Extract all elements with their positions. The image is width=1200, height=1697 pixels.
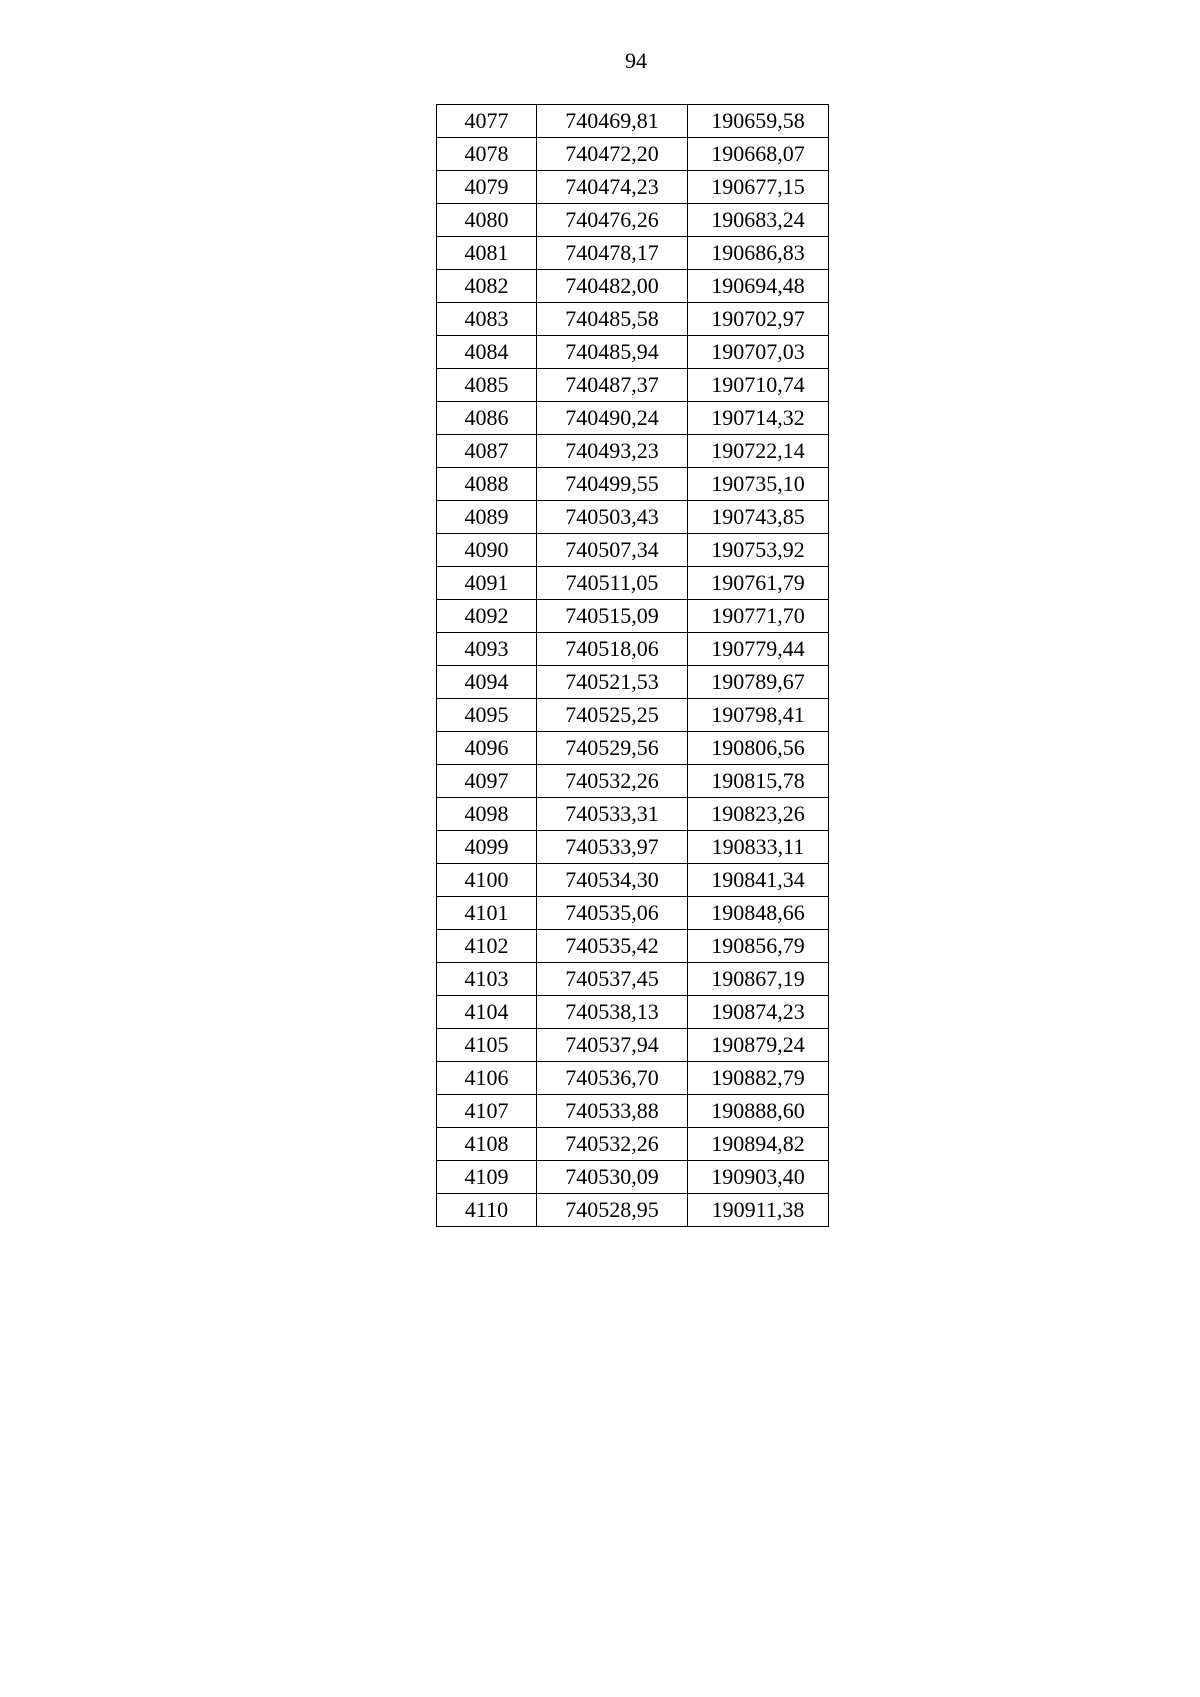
y-coordinate-cell: 190874,23 — [688, 996, 829, 1029]
point-number-cell: 4092 — [437, 600, 537, 633]
x-coordinate-cell: 740533,97 — [537, 831, 688, 864]
x-coordinate-cell: 740485,58 — [537, 303, 688, 336]
point-number-cell: 4101 — [437, 897, 537, 930]
x-coordinate-cell: 740534,30 — [537, 864, 688, 897]
table-row — [437, 765, 829, 798]
y-coordinate-cell: 190683,24 — [688, 204, 829, 237]
table-row — [437, 468, 829, 501]
y-coordinate-cell: 190798,41 — [688, 699, 829, 732]
x-coordinate-cell: 740536,70 — [537, 1062, 688, 1095]
table-row — [437, 633, 829, 666]
x-coordinate-cell: 740485,94 — [537, 336, 688, 369]
point-number-cell: 4102 — [437, 930, 537, 963]
table-row — [437, 1095, 829, 1128]
y-coordinate-cell: 190710,74 — [688, 369, 829, 402]
table-row — [437, 930, 829, 963]
point-number-cell: 4079 — [437, 171, 537, 204]
point-number-cell: 4090 — [437, 534, 537, 567]
x-coordinate-cell: 740533,31 — [537, 798, 688, 831]
x-coordinate-cell: 740525,25 — [537, 699, 688, 732]
point-number-cell: 4085 — [437, 369, 537, 402]
x-coordinate-cell: 740487,37 — [537, 369, 688, 402]
y-coordinate-cell: 190686,83 — [688, 237, 829, 270]
y-coordinate-cell: 190702,97 — [688, 303, 829, 336]
x-coordinate-cell: 740532,26 — [537, 765, 688, 798]
y-coordinate-cell: 190668,07 — [688, 138, 829, 171]
y-coordinate-cell: 190743,85 — [688, 501, 829, 534]
table-row — [437, 732, 829, 765]
page-number: 94 — [625, 48, 647, 73]
point-number-cell: 4105 — [437, 1029, 537, 1062]
y-coordinate-cell: 190911,38 — [688, 1194, 829, 1227]
x-coordinate-cell: 740511,05 — [537, 567, 688, 600]
point-number-cell: 4095 — [437, 699, 537, 732]
table-row — [437, 798, 829, 831]
x-coordinate-cell: 740535,42 — [537, 930, 688, 963]
point-number-cell: 4106 — [437, 1062, 537, 1095]
y-coordinate-cell: 190753,92 — [688, 534, 829, 567]
y-coordinate-cell: 190789,67 — [688, 666, 829, 699]
point-number-cell: 4078 — [437, 138, 537, 171]
point-number-cell: 4100 — [437, 864, 537, 897]
table-row — [437, 270, 829, 303]
point-number-cell: 4110 — [437, 1194, 537, 1227]
x-coordinate-cell: 740472,20 — [537, 138, 688, 171]
y-coordinate-cell: 190659,58 — [688, 105, 829, 138]
point-number-cell: 4097 — [437, 765, 537, 798]
table-row — [437, 369, 829, 402]
x-coordinate-cell: 740474,23 — [537, 171, 688, 204]
point-number-cell: 4084 — [437, 336, 537, 369]
point-number-cell: 4094 — [437, 666, 537, 699]
point-number-cell: 4098 — [437, 798, 537, 831]
x-coordinate-cell: 740507,34 — [537, 534, 688, 567]
point-number-cell: 4082 — [437, 270, 537, 303]
table-row — [437, 567, 829, 600]
point-number-cell: 4093 — [437, 633, 537, 666]
y-coordinate-cell: 190867,19 — [688, 963, 829, 996]
x-coordinate-cell: 740528,95 — [537, 1194, 688, 1227]
table-row — [437, 1029, 829, 1062]
y-coordinate-cell: 190722,14 — [688, 435, 829, 468]
x-coordinate-cell: 740535,06 — [537, 897, 688, 930]
x-coordinate-cell: 740537,45 — [537, 963, 688, 996]
point-number-cell: 4099 — [437, 831, 537, 864]
x-coordinate-cell: 740478,17 — [537, 237, 688, 270]
x-coordinate-cell: 740490,24 — [537, 402, 688, 435]
table-row — [437, 204, 829, 237]
y-coordinate-cell: 190735,10 — [688, 468, 829, 501]
x-coordinate-cell: 740530,09 — [537, 1161, 688, 1194]
y-coordinate-cell: 190707,03 — [688, 336, 829, 369]
y-coordinate-cell: 190903,40 — [688, 1161, 829, 1194]
point-number-cell: 4088 — [437, 468, 537, 501]
table-row — [437, 1161, 829, 1194]
y-coordinate-cell: 190806,56 — [688, 732, 829, 765]
y-coordinate-cell: 190815,78 — [688, 765, 829, 798]
x-coordinate-cell: 740518,06 — [537, 633, 688, 666]
x-coordinate-cell: 740503,43 — [537, 501, 688, 534]
point-number-cell: 4081 — [437, 237, 537, 270]
point-number-cell: 4107 — [437, 1095, 537, 1128]
table-row — [437, 996, 829, 1029]
table-row — [437, 831, 829, 864]
y-coordinate-cell: 190833,11 — [688, 831, 829, 864]
point-number-cell: 4080 — [437, 204, 537, 237]
point-number-cell: 4109 — [437, 1161, 537, 1194]
point-number-cell: 4089 — [437, 501, 537, 534]
x-coordinate-cell: 740537,94 — [537, 1029, 688, 1062]
table-row — [437, 534, 829, 567]
y-coordinate-cell: 190894,82 — [688, 1128, 829, 1161]
point-number-cell: 4096 — [437, 732, 537, 765]
x-coordinate-cell: 740521,53 — [537, 666, 688, 699]
y-coordinate-cell: 190714,32 — [688, 402, 829, 435]
point-number-cell: 4077 — [437, 105, 537, 138]
x-coordinate-cell: 740482,00 — [537, 270, 688, 303]
x-coordinate-cell: 740515,09 — [537, 600, 688, 633]
table-row — [437, 600, 829, 633]
table-row — [437, 435, 829, 468]
table-row — [437, 336, 829, 369]
table-row — [437, 666, 829, 699]
x-coordinate-cell: 740538,13 — [537, 996, 688, 1029]
x-coordinate-cell: 740532,26 — [537, 1128, 688, 1161]
y-coordinate-cell: 190879,24 — [688, 1029, 829, 1062]
y-coordinate-cell: 190888,60 — [688, 1095, 829, 1128]
y-coordinate-cell: 190823,26 — [688, 798, 829, 831]
point-number-cell: 4104 — [437, 996, 537, 1029]
y-coordinate-cell: 190779,44 — [688, 633, 829, 666]
point-number-cell: 4091 — [437, 567, 537, 600]
table-row — [437, 897, 829, 930]
table-row — [437, 171, 829, 204]
table-row — [437, 303, 829, 336]
y-coordinate-cell: 190856,79 — [688, 930, 829, 963]
table-row — [437, 1128, 829, 1161]
point-number-cell: 4108 — [437, 1128, 537, 1161]
point-number-cell: 4086 — [437, 402, 537, 435]
table-row — [437, 402, 829, 435]
table-row — [437, 963, 829, 996]
x-coordinate-cell: 740529,56 — [537, 732, 688, 765]
x-coordinate-cell: 740476,26 — [537, 204, 688, 237]
y-coordinate-cell: 190848,66 — [688, 897, 829, 930]
x-coordinate-cell: 740533,88 — [537, 1095, 688, 1128]
table-row — [437, 1194, 829, 1227]
coordinates-table-body — [437, 105, 829, 1227]
y-coordinate-cell: 190694,48 — [688, 270, 829, 303]
point-number-cell: 4087 — [437, 435, 537, 468]
table-row — [437, 699, 829, 732]
y-coordinate-cell: 190677,15 — [688, 171, 829, 204]
x-coordinate-cell: 740499,55 — [537, 468, 688, 501]
table-row — [437, 237, 829, 270]
point-number-cell: 4083 — [437, 303, 537, 336]
table-row — [437, 105, 829, 138]
y-coordinate-cell: 190882,79 — [688, 1062, 829, 1095]
table-row — [437, 501, 829, 534]
table-row — [437, 864, 829, 897]
x-coordinate-cell: 740493,23 — [537, 435, 688, 468]
x-coordinate-cell: 740469,81 — [537, 105, 688, 138]
table-row — [437, 138, 829, 171]
table-row — [437, 1062, 829, 1095]
y-coordinate-cell: 190761,79 — [688, 567, 829, 600]
y-coordinate-cell: 190841,34 — [688, 864, 829, 897]
point-number-cell: 4103 — [437, 963, 537, 996]
y-coordinate-cell: 190771,70 — [688, 600, 829, 633]
coordinates-table — [436, 104, 829, 1227]
